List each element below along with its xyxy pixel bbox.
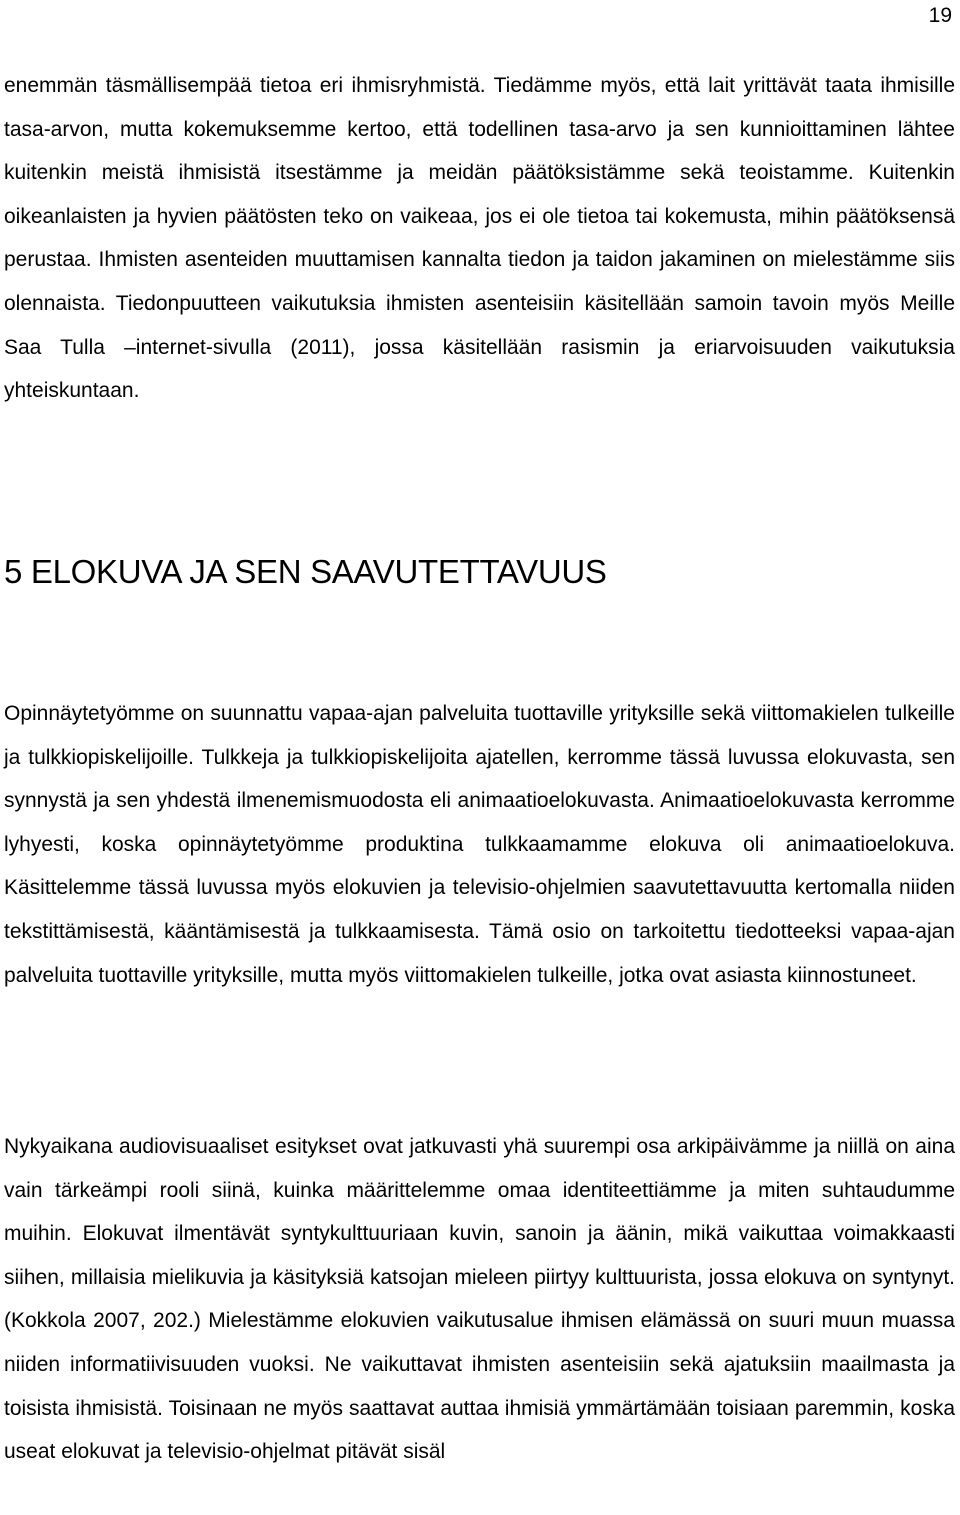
- body-paragraph: enemmän täsmällisempää tietoa eri ihmisryhmistä. Tiedämme myös, että lait yrittävät taata ihmisille tasa-arvon, mutta kokemuksemme kertoo, että todellinen tasa-arvo ja sen kunnioittaminen lähtee kuitenkin meistä ihmisistä itsestämme ja meidän päätöksistämme sekä teoistamme. Kuitenkin oikeanlaisten ja hyvien päätösten teko on vaikeaa, jos ei ole tietoa tai kokemusta, mihin päätöksensä perustaa. Ihmisten asenteiden muuttamisen kannalta tiedon ja taidon jakaminen on mielestämme siis olennaista. Tiedonpuutteen vaikutuksia ihmisten asenteisiin käsitellään samoin tavoin myös Meille Saa Tulla –internet-sivulla (2011), jossa käsitellään rasismin ja eriarvoisuuden vaikutuksia yhteiskuntaan.: [4, 74, 955, 403]
- chapter-heading: 5 ELOKUVA JA SEN SAAVUTETTAVUUS: [4, 553, 607, 590]
- body-paragraph: Nykyaikana audiovisuaaliset esitykset ovat jatkuvasti yhä suurempi osa arkipäivämme ja niillä on aina vain tärkeämpi rooli siinä, kuinka määrittelemme omaa identiteettiämme ja miten suhtaudumme muihin. Elokuvat ilmentävät syntykulttuuriaan kuvin, sanoin ja äänin, mikä vaikuttaa voimakkaasti siihen, millaisia mielikuvia ja käsityksiä katsojan mieleen piirtyy kulttuurista, jossa elokuva on syntynyt. (Kokkola 2007, 202.) Mielestämme elokuvien vaikutusalue ihmisen elämässä on suuri muun muassa niiden informatiivisuuden vuoksi. Ne vaikuttavat ihmisten asenteisiin sekä ajatuksiin maailmasta ja toisista ihmisistä. Toisinaan ne myös saattavat auttaa ihmisiä ymmärtämään toisiaan paremmin, koska useat elokuvat ja televisio-ohjelmat pitävät sisäl: [4, 1135, 955, 1464]
- page-number: 19: [928, 4, 952, 27]
- body-paragraph: Opinnäytetyömme on suunnattu vapaa-ajan palveluita tuottaville yrityksille sekä viittomakielen tulkeille ja tulkkiopiskelijoille. Tulkkeja ja tulkkiopiskelijoita ajatellen, kerromme tässä luvussa elokuvasta, sen synnystä ja sen yhdestä ilmenemismuodosta eli animaatioelokuvasta. Animaatioelokuvasta kerromme lyhyesti, koska opinnäytetyömme produktina tulkkaamamme elokuva oli animaatioelokuva. Käsittelemme tässä luvussa myös elokuvien ja televisio-ohjelmien saavutettavuutta kertomalla niiden tekstittämisestä, kääntämisestä ja tulkkaamisesta. Tämä osio on tarkoitettu tiedotteeksi vapaa-ajan palveluita tuottaville yrityksille, mutta myös viittomakielen tulkeille, jotka ovat asiasta kiinnostuneet.: [4, 702, 955, 987]
